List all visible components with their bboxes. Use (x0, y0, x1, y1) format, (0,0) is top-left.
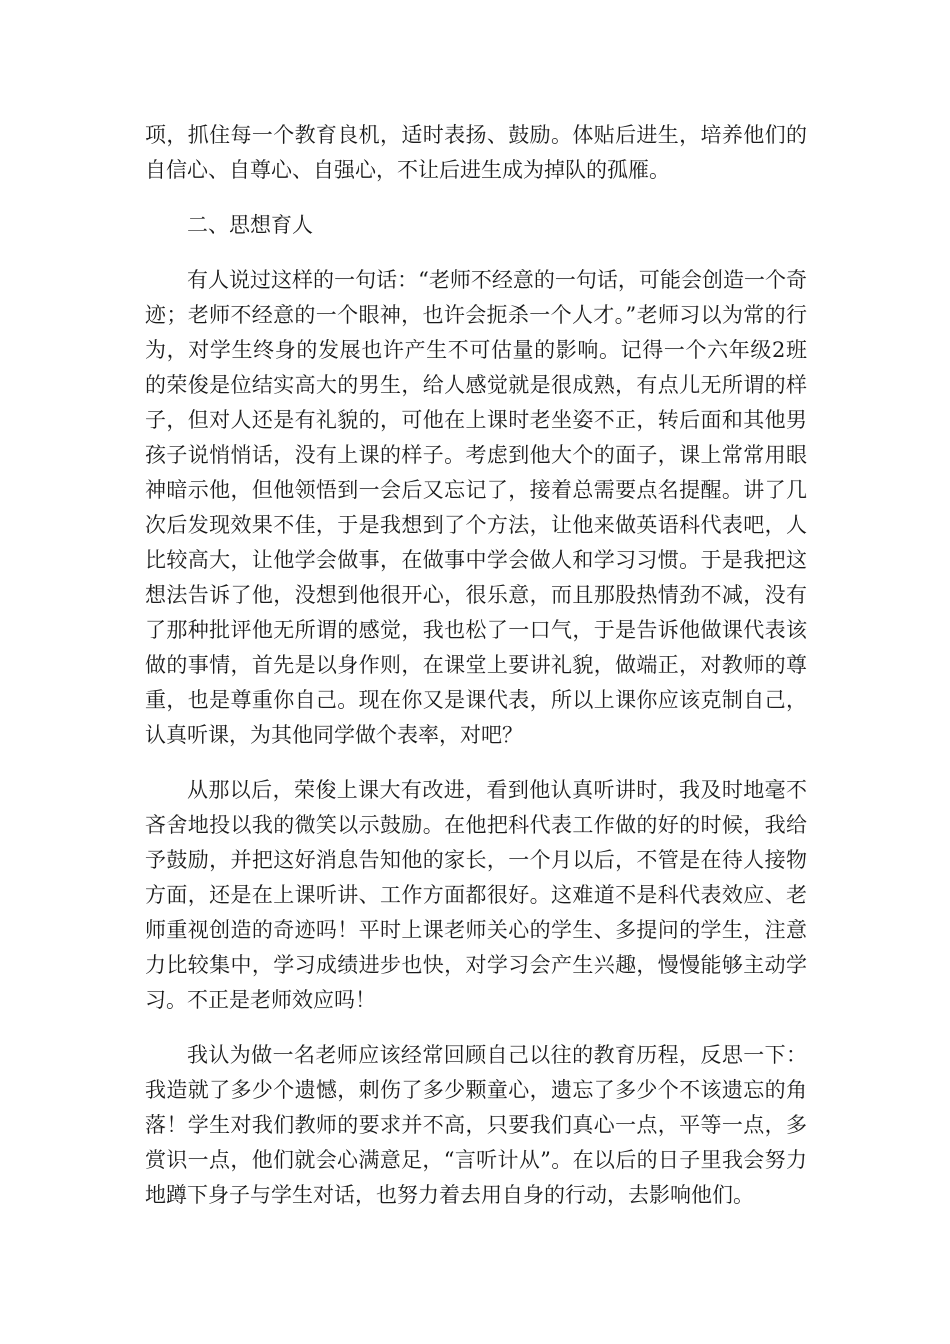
paragraph-reflection: 我认为做一名老师应该经常回顾自己以往的教育历程，反思一下：我造就了多少个遗憾，刺伤了多少颗童心，遗忘了多少个不该遗忘的角落！学生对我们教师的要求并不高，只要我们真心一点，平等一点，多赏识一点，他们就会心满意足，“言听计从”。在以后的日子里我会努力地蹲下身子与学生对话，也努力着去用自身的行动，去影响他们。 (145, 1043, 807, 1207)
paragraph-result: 从那以后，荣俊上课大有改进，看到他认真听讲时，我及时地毫不吝舍地投以我的微笑以示鼓励。在他把科代表工作做的好的时候，我给予鼓励，并把这好消息告知他的家长，一个月以后，不管是在待人接物方面，还是在上课听讲、工作方面都很好。这难道不是科代表效应、老师重视创造的奇迹吗！平时上课老师关心的学生、多提问的学生，注意力比较集中，学习成绩进步也快，对学习会产生兴趣，慢慢能够主动学习。不正是老师效应吗！ (145, 778, 807, 1012)
paragraph-continuation: 项，抓住每一个教育良机，适时表扬、鼓励。体贴后进生，培养他们的自信心、自尊心、自强心，不让后进生成为掉队的孤雁。 (145, 123, 807, 182)
section-heading: 二、思想育人 (187, 213, 313, 237)
paragraph-story: 有人说过这样的一句话：“老师不经意的一句话，可能会创造一个奇迹；老师不经意的一个眼神，也许会扼杀一个人才。”老师习以为常的行为，对学生终身的发展也许产生不可估量的影响。记得一个六年级2班的荣俊是位结实高大的男生，给人感觉就是很成熟，有点儿无所谓的样子，但对人还是有礼貌的，可他在上课时老坐姿不正，转后面和其他男孩子说悄悄话，没有上课的样子。考虑到他大个的面子，课上常常用眼神暗示他，但他领悟到一会后又忘记了，接着总需要点名提醒。讲了几次后发现效果不佳，于是我想到了个方法，让他来做英语科代表吧，人比较高大，让他学会做事，在做事中学会做人和学习习惯。于是我把这想法告诉了他，没想到他很开心，很乐意，而且那股热情劲不减，没有了那种批评他无所谓的感觉，我也松了一口气，于是告诉他做课代表该做的事情，首先是以身作则，在课堂上要讲礼貌，做端正，对教师的尊重，也是尊重你自己。现在你又是课代表，所以上课你应该克制自己，认真听课，为其他同学做个表率，对吧？ (145, 268, 807, 747)
document-page (145, 118, 807, 1213)
